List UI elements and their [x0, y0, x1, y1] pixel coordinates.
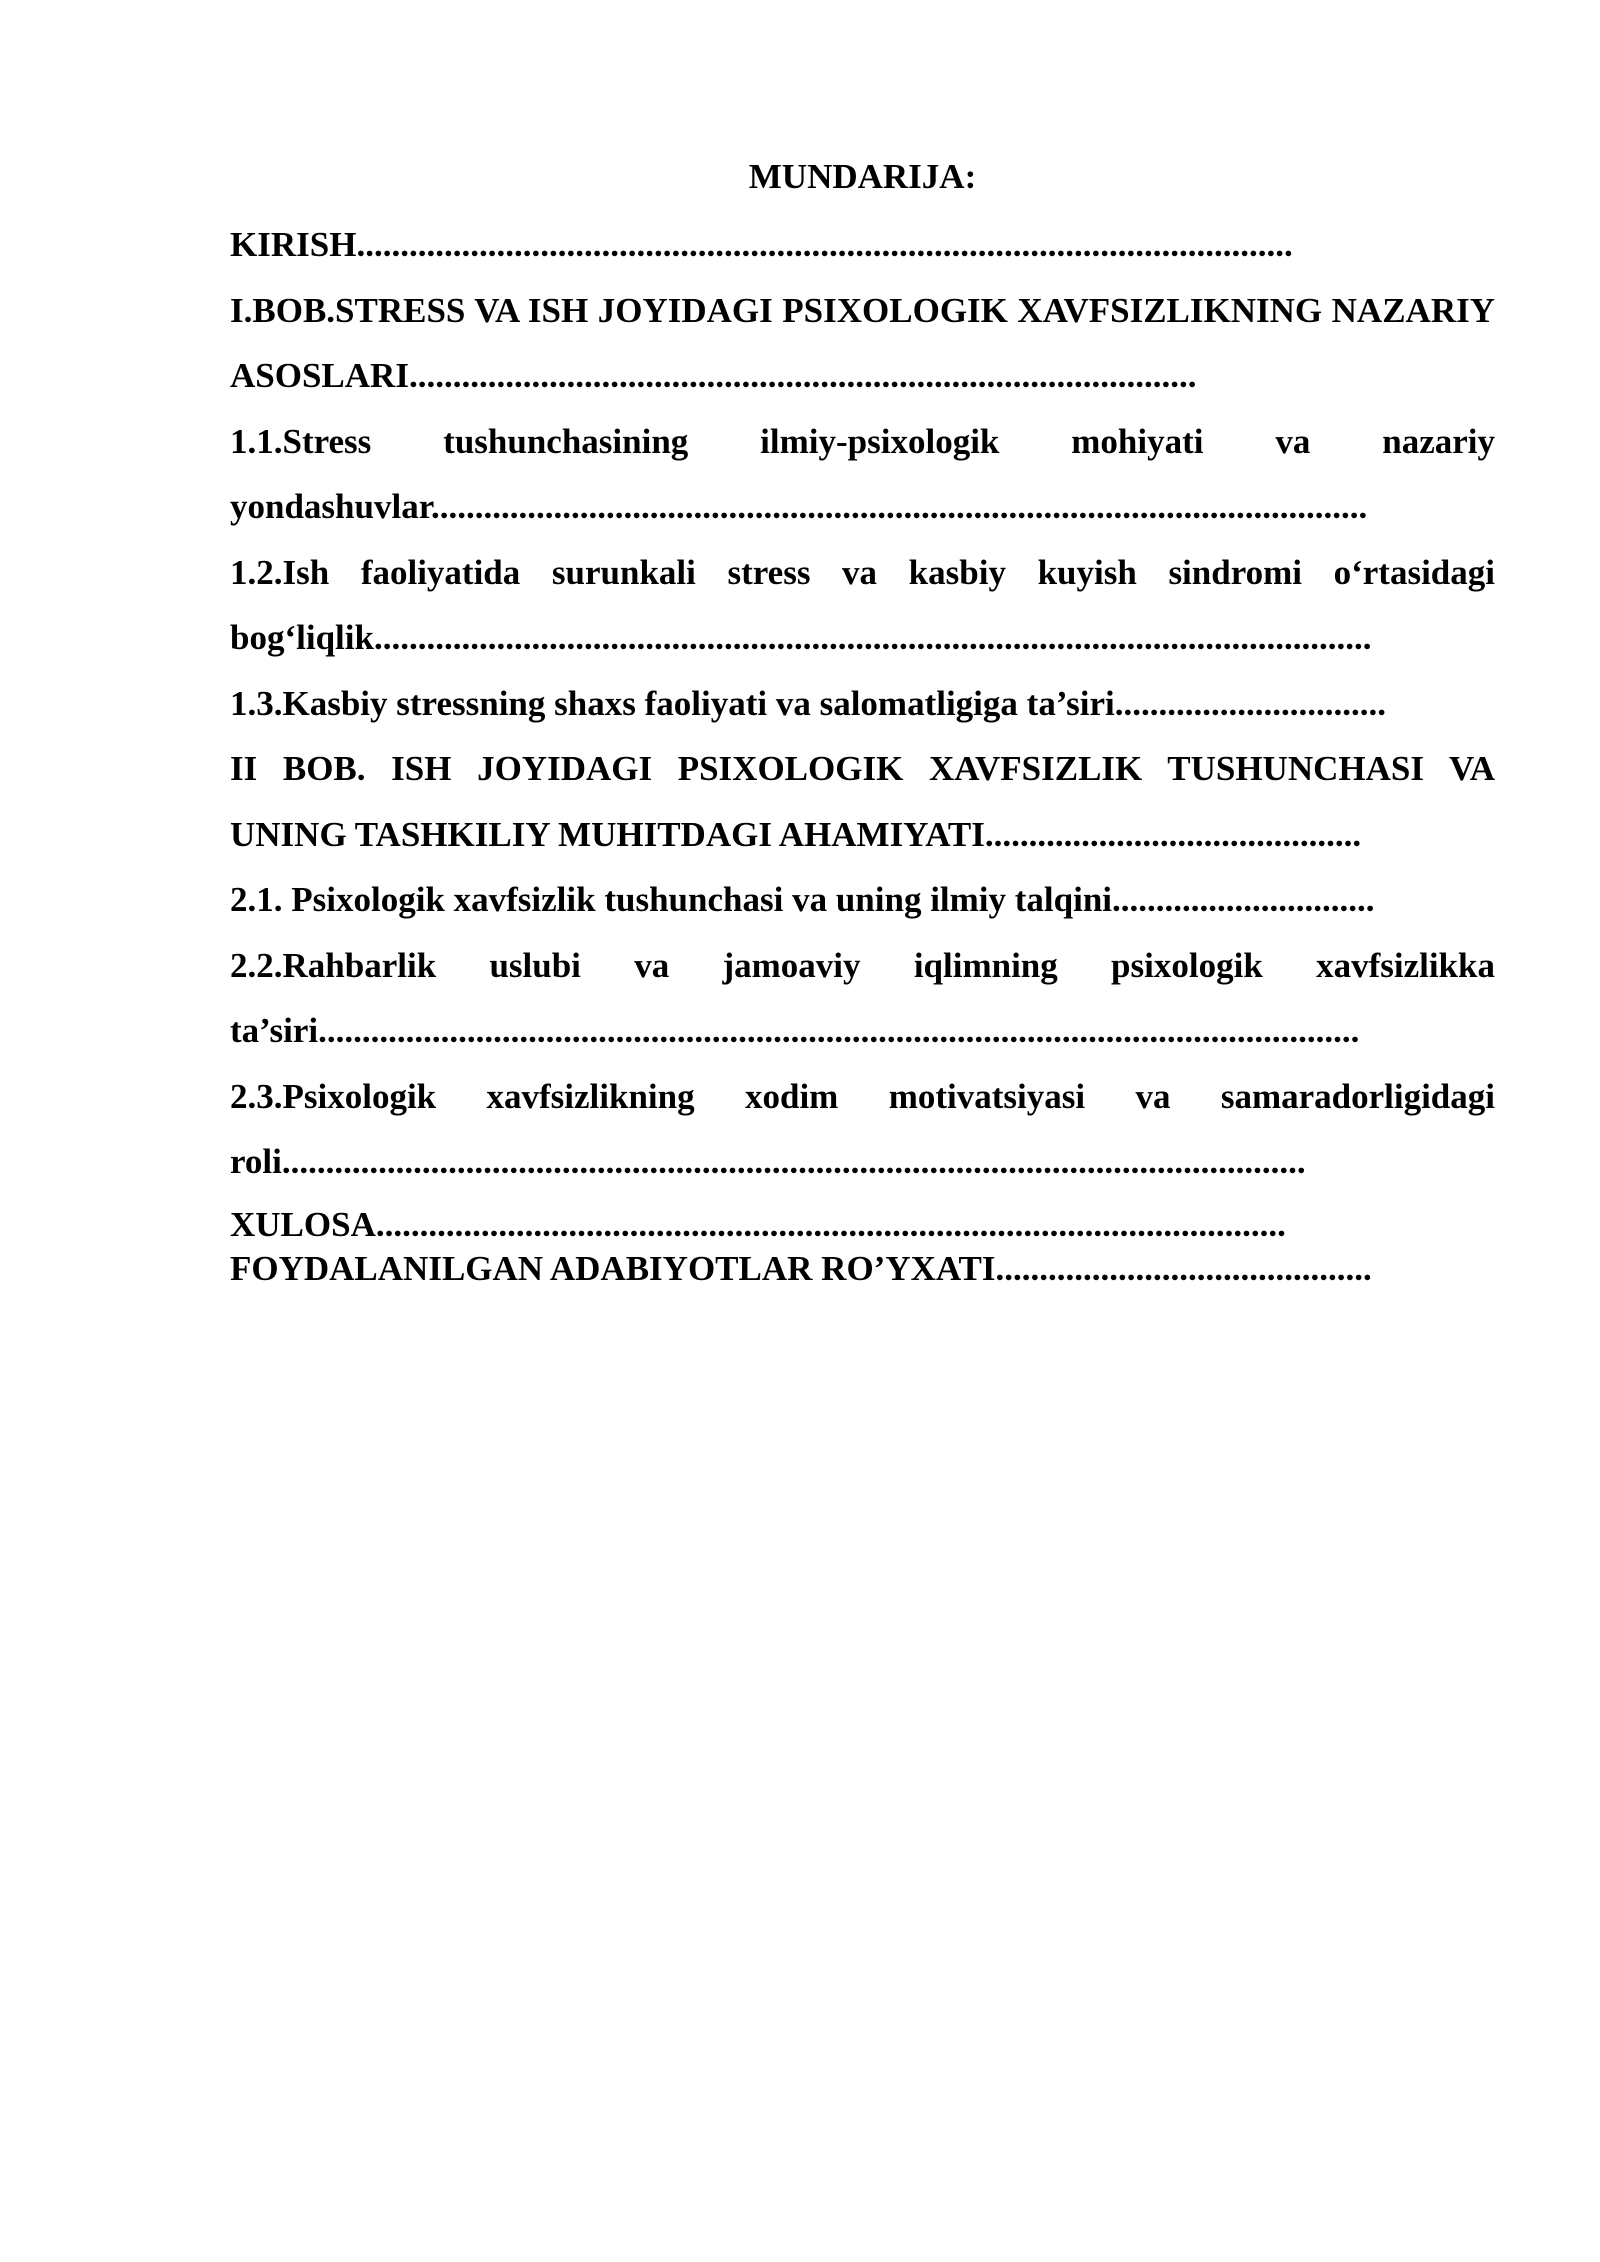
toc-entry-leader: ..........................................................................................: [408, 356, 1197, 395]
toc-entry-section-2-3: [230, 1064, 1495, 1195]
toc-entry-leader: ...........................................................................................................: [431, 487, 1368, 526]
toc-entry-label: XULOSA: [230, 1204, 376, 1244]
toc-entry-section-2-1: [230, 867, 1495, 933]
toc-entry-label: 2.3.Psixologik xavfsizlikning xodim motivatsiyasi va samaradorligidagi roli: [230, 1076, 1495, 1181]
toc-entry-kirish: [230, 212, 1495, 278]
table-of-contents: [230, 148, 1495, 1291]
toc-title: MUNDARIJA:: [748, 157, 977, 196]
toc-entry-label: KIRISH: [230, 225, 357, 264]
toc-entry-section-2-2: [230, 933, 1495, 1064]
toc-entry-label: I.BOB.STRESS VA ISH JOYIDAGI PSIXOLOGIK XAVFSIZLIKNING NAZARIY ASOSLARI: [230, 290, 1495, 395]
toc-entry-leader: ..............................: [1112, 880, 1375, 919]
toc-entry-label: 2.1. Psixologik xavfsizlik tushunchasi va uning ilmiy talqini: [230, 880, 1113, 919]
toc-entry-leader: .....................................................................................................................: [281, 1142, 1306, 1181]
toc-entry-section-1-3: [230, 671, 1495, 737]
toc-entry-label: FOYDALANILGAN ADABIYOTLAR RO’YXATI: [230, 1248, 996, 1288]
toc-entry-label: 1.1.Stress tushunchasining ilmiy-psixologik mohiyati va nazariy yondashuvlar: [230, 421, 1495, 526]
toc-entry-chapter-2: [230, 736, 1495, 867]
toc-entry-xulosa: [230, 1203, 1495, 1247]
toc-entry-label: 1.3.Kasbiy stressning shaxs faoliyati va salomatligiga ta’siri: [230, 683, 1115, 723]
toc-entry-references: [230, 1247, 1495, 1291]
toc-entry-leader: .......................................................................................................................: [318, 1011, 1360, 1050]
toc-entry-section-1-1: [230, 409, 1495, 540]
toc-entry-leader: ..................................................................................................................: [373, 618, 1372, 657]
toc-entry-chapter-1: [230, 278, 1495, 409]
toc-entry-leader: ........................................................................................................: [375, 1204, 1286, 1244]
toc-entry-leader: ...........................................................................................................: [356, 225, 1293, 264]
toc-entry-label: II BOB. ISH JOYIDAGI PSIXOLOGIK XAVFSIZLIK TUSHUNCHASI VA UNING TASHKILIY MUHITDAGI AHAMIYATI: [230, 749, 1495, 854]
toc-entry-leader: ...........................................: [995, 1248, 1372, 1288]
toc-entry-label: 1.2.Ish faoliyatida surunkali stress va kasbiy kuyish sindromi o‘rtasidagi bog‘liqlik: [230, 552, 1495, 657]
toc-entry-leader: ...............................: [1114, 683, 1387, 723]
toc-entry-label: 2.2.Rahbarlik uslubi va jamoaviy iqlimning psixologik xavfsizlikka ta’siri: [230, 945, 1495, 1050]
toc-entry-leader: ...........................................: [984, 814, 1362, 854]
toc-entry-section-1-2: [230, 540, 1495, 671]
